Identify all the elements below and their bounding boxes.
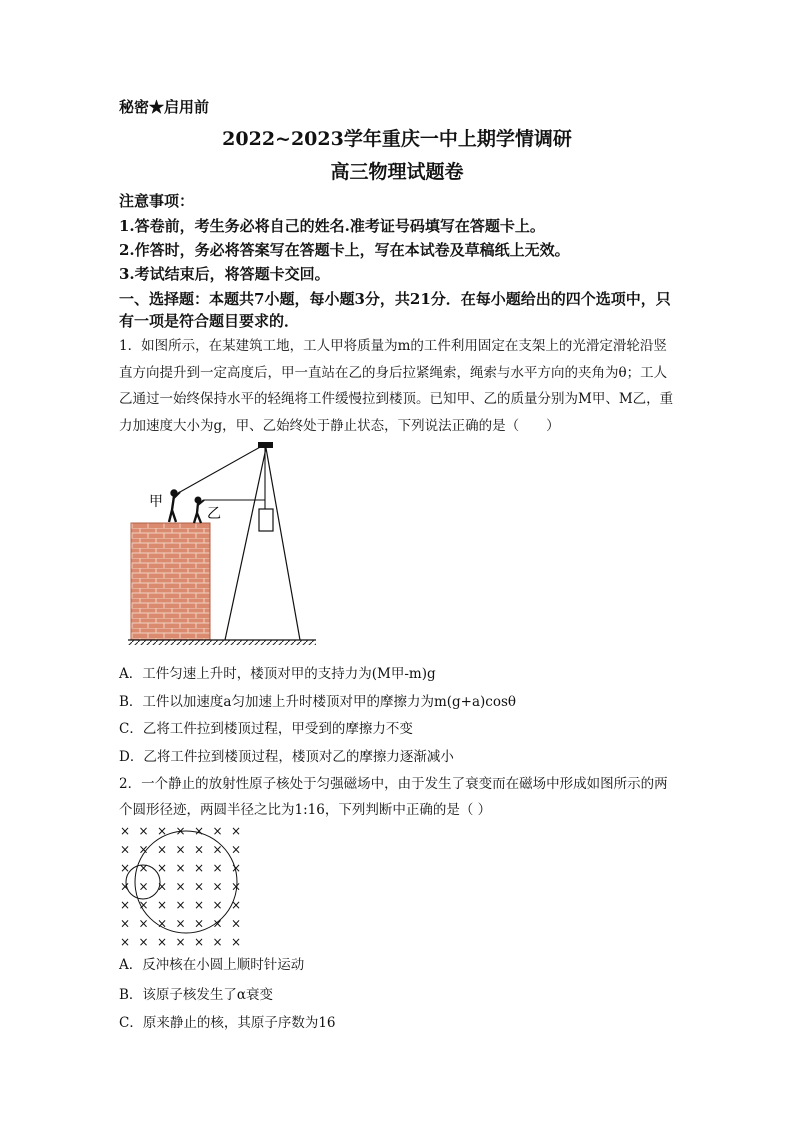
field-cross-icon: × [175, 898, 186, 912]
field-cross-icon: × [120, 916, 131, 931]
field-cross-grid [120, 824, 241, 949]
label-jia: 甲 [149, 494, 163, 510]
field-cross-icon: × [231, 898, 242, 912]
field-cross-icon: × [157, 898, 168, 912]
field-cross-icon: × [138, 916, 149, 931]
field-cross-icon: × [212, 824, 223, 838]
q2-option-c: C．原来静止的核，其原子序数为16 [119, 1015, 336, 1031]
field-cross-icon: × [120, 842, 131, 857]
q1-option-d: D．乙将工件拉到楼顶过程，楼顶对乙的摩擦力逐渐减小 [119, 749, 454, 765]
pulley-figure [120, 438, 320, 650]
question-1-stem: 1．如图所示，在某建筑工地，工人甲将质量为m的工件利用固定在支架上的光滑定滑轮沿竖直方向提升到一定高度后，甲一直站在乙的身后拉紧绳索，绳索与水平方向的夹角为θ；工人乙通过一始终保持水平的轻绳将工件缓慢拉到楼顶。已知甲、乙的质量分别为M甲、M乙，重力加速度大小为g，甲、乙始终处于静止状态，下列说法正确的是（ ） [119, 338, 674, 434]
field-cross-icon: × [175, 824, 186, 838]
field-cross-icon: × [138, 842, 149, 857]
magnetic-field-figure [115, 822, 250, 950]
field-cross-icon: × [138, 879, 149, 894]
field-cross-icon: × [231, 824, 242, 838]
field-cross-icon: × [212, 861, 223, 875]
worker-yi-icon [194, 497, 204, 523]
field-cross-icon: × [120, 879, 131, 894]
field-cross-icon: × [157, 916, 168, 931]
worker-jia-icon [169, 490, 180, 522]
q2-option-a: A．反冲核在小圆上顺时针运动 [119, 957, 305, 973]
field-cross-icon: × [157, 861, 168, 875]
notice-item-2: 2.作答时，务必将答案写在答题卡上，写在本试卷及草稿纸上无效。 [119, 241, 570, 259]
field-cross-icon: × [138, 861, 149, 875]
field-cross-icon: × [194, 824, 205, 838]
field-cross-icon: × [175, 916, 186, 931]
field-cross-icon: × [175, 935, 186, 949]
field-cross-icon: × [120, 824, 131, 838]
label-yi: 乙 [207, 506, 221, 522]
field-cross-icon: × [194, 898, 205, 912]
field-cross-icon: × [157, 842, 168, 857]
field-cross-icon: × [175, 879, 186, 894]
field-cross-icon: × [194, 935, 205, 949]
field-cross-icon: × [138, 824, 149, 838]
field-cross-icon: × [194, 861, 205, 875]
field-cross-icon: × [120, 861, 131, 875]
field-cross-icon: × [157, 935, 168, 949]
field-cross-icon: × [212, 898, 223, 912]
field-cross-icon: × [157, 879, 168, 894]
field-cross-icon: × [138, 935, 149, 949]
field-cross-icon: × [231, 842, 242, 857]
exam-subtitle: 高三物理试题卷 [330, 161, 464, 183]
field-cross-icon: × [194, 842, 205, 857]
field-cross-icon: × [212, 842, 223, 857]
field-cross-icon: × [212, 879, 223, 894]
field-cross-icon: × [138, 898, 149, 912]
field-cross-icon: × [194, 916, 205, 931]
q1-option-b: B．工件以加速度a匀加速上升时楼顶对甲的摩擦力为m(g+a)cosθ [119, 694, 517, 710]
field-cross-icon: × [231, 916, 242, 931]
q1-option-c: C．乙将工件拉到楼顶过程，甲受到的摩擦力不变 [119, 721, 413, 737]
field-cross-icon: × [231, 935, 242, 949]
exam-title: 2022~2023学年重庆一中上期学情调研 [222, 128, 572, 150]
notice-item-1: 1.答卷前，考生务必将自己的姓名.准考证号码填写在答题卡上。 [119, 217, 545, 235]
secret-label: 秘密★启用前 [119, 98, 210, 116]
field-cross-icon: × [212, 916, 223, 931]
section-heading: 一、选择题：本题共7小题，每小题3分，共21分．在每小题给出的四个选项中，只有一项是符合题目要求的． [119, 290, 671, 330]
notice-item-3: 3.考试结束后，将答题卡交回。 [119, 265, 330, 283]
field-cross-icon: × [194, 879, 205, 894]
question-2-stem: 2．一个静止的放射性原子核处于匀强磁场中，由于发生了衰变而在磁场中形成如图所示的两个圆形径迹，两圆半径之比为1:16，下列判断中正确的是（ ） [119, 776, 668, 818]
field-cross-icon: × [120, 935, 131, 949]
field-cross-icon: × [231, 879, 242, 894]
q2-option-b: B．该原子核发生了α衰变 [119, 987, 274, 1003]
notice-heading: 注意事项： [119, 192, 195, 210]
field-cross-icon: × [175, 861, 186, 875]
field-cross-icon: × [120, 898, 131, 912]
field-cross-icon: × [157, 824, 168, 838]
field-cross-icon: × [175, 842, 186, 857]
field-cross-icon: × [212, 935, 223, 949]
q1-option-a: A．工件匀速上升时，楼顶对甲的支持力为(M甲-m)g [119, 666, 436, 682]
brick-building [131, 523, 210, 640]
workpiece-box [259, 509, 273, 531]
field-cross-icon: × [231, 861, 242, 875]
